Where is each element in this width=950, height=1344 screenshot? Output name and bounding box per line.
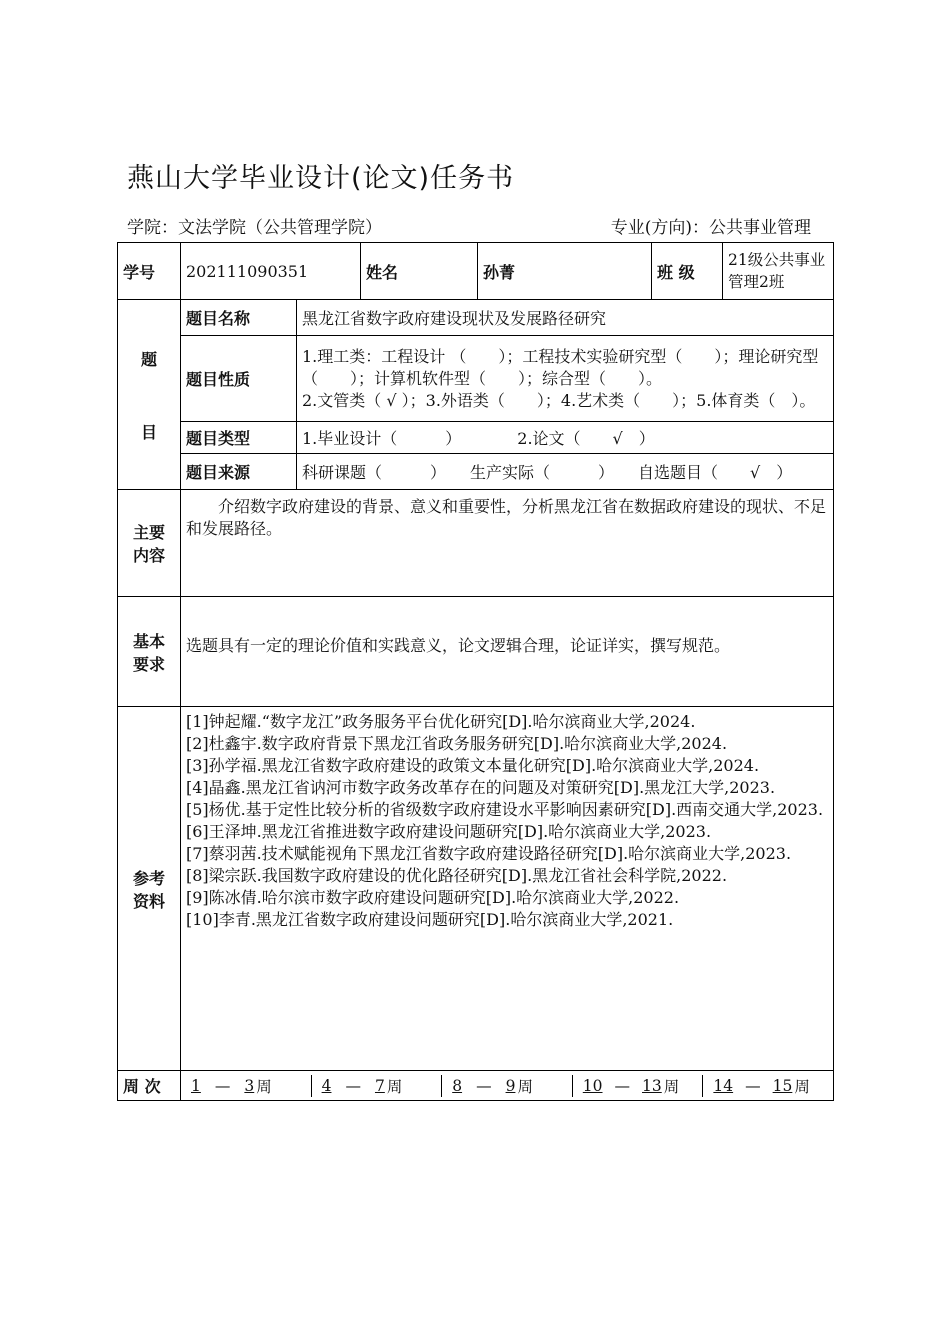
- topic-source-value: 科研课题（ ） 生产实际（ ） 自选题目（ √ ）: [297, 454, 834, 490]
- topic-nature-line-1: 1.理工类：工程设计 （ ）；工程技术实验研究型（ ）；理论研究型（ ）；计算机软件型（ ）；综合型（ ）。: [302, 346, 819, 388]
- college-field: 学院：文法学院（公共管理学院）: [127, 218, 382, 238]
- document-title: 燕山大学毕业设计(论文)任务书: [127, 163, 515, 194]
- main-content-text: 介绍数字政府建设的背景、意义和重要性，分析黑龙江省在数据政府建设的现状、不足和发展路径。: [181, 490, 834, 597]
- student-name-value: 孙菁: [478, 243, 652, 300]
- basic-req-label-line-2: 要求: [132, 654, 165, 674]
- reference-item: [4]晶鑫.黑龙江省讷河市数字政务改革存在的问题及对策研究[D].黑龙江大学,2023.: [186, 778, 776, 797]
- topic-nature-line-2: 2.文管类（ √ ）；3.外语类（ ）；4.艺术类（ ）；5.体育类（ ）。: [302, 390, 816, 410]
- topic-section-label: [118, 300, 181, 490]
- topic-type-label: 题目类型: [181, 422, 297, 454]
- week-start: 14: [713, 1076, 734, 1095]
- week-end: 13: [642, 1076, 662, 1095]
- student-info-row: [118, 243, 834, 300]
- topic-name-value: 黑龙江省数字政府建设现状及发展路径研究: [297, 300, 834, 336]
- week-start: 10: [582, 1076, 603, 1095]
- references-list: [181, 707, 834, 1071]
- references-label: [118, 707, 181, 1071]
- topic-nature-value: [297, 336, 834, 422]
- main-content-label: [118, 490, 181, 597]
- basic-req-label: [118, 597, 181, 707]
- week-start: 4: [321, 1076, 332, 1095]
- week-range: [311, 1075, 442, 1097]
- week-start: 8: [452, 1076, 463, 1095]
- reference-item: [2]杜鑫宇.数字政府背景下黑龙江省政务服务研究[D].哈尔滨商业大学,2024.: [186, 734, 728, 753]
- references-label-line-2: 资料: [132, 891, 165, 911]
- reference-item: [7]蔡羽茜.技术赋能视角下黑龙江省数字政府建设路径研究[D].哈尔滨商业大学,2023.: [186, 844, 792, 863]
- reference-item: [3]孙学福.黑龙江省数字政府建设的政策文本量化研究[D].哈尔滨商业大学,2024.: [186, 756, 760, 775]
- reference-item: [10]李青.黑龙江省数字政府建设问题研究[D].哈尔滨商业大学,2021.: [186, 910, 674, 929]
- week-unit: 周: [794, 1077, 810, 1096]
- reference-item: [9]陈冰倩.哈尔滨市数字政府建设问题研究[D].哈尔滨商业大学,2022.: [186, 888, 680, 907]
- reference-item: [8]梁宗跃.我国数字政府建设的优化路径研究[D].黑龙江省社会科学院,2022.: [186, 866, 728, 885]
- main-content-label-line-2: 内容: [132, 546, 165, 565]
- week-unit: 周: [256, 1077, 272, 1096]
- week-range: [441, 1075, 572, 1097]
- basic-req-label-line-1: 基本: [132, 631, 165, 651]
- week-end: 7: [374, 1076, 385, 1095]
- week-dash: —: [745, 1076, 761, 1095]
- week-dash: —: [614, 1076, 631, 1095]
- week-end: 9: [505, 1076, 516, 1095]
- week-range: [181, 1075, 311, 1097]
- week-dash: —: [476, 1076, 492, 1095]
- task-form-table: [117, 242, 834, 1101]
- week-unit: 周: [663, 1077, 680, 1096]
- weeks-schedule: [181, 1071, 834, 1101]
- weeks-label: 周 次: [118, 1071, 181, 1101]
- student-name-label: 姓名: [361, 243, 478, 300]
- student-id-label: 学号: [118, 243, 181, 300]
- class-value: 21级公共事业管理2班: [723, 243, 834, 300]
- week-range: [572, 1075, 703, 1097]
- week-range: [702, 1075, 833, 1097]
- reference-item: [1]钟起耀.“数字龙江”政务服务平台优化研究[D].哈尔滨商业大学,2024.: [186, 712, 696, 731]
- week-dash: —: [345, 1076, 361, 1095]
- main-content-label-line-1: 主要: [132, 523, 165, 542]
- week-end: 15: [772, 1076, 793, 1095]
- topic-name-label: 题目名称: [181, 300, 297, 336]
- student-id-value: 202111090351: [181, 243, 361, 300]
- class-label: 班 级: [652, 243, 723, 300]
- topic-label-char-1: 题: [140, 349, 157, 369]
- major-field: 专业(方向)：公共事业管理: [610, 218, 811, 238]
- week-end: 3: [244, 1076, 255, 1095]
- topic-source-label: 题目来源: [181, 454, 297, 490]
- reference-item: [6]王泽坤.黑龙江省推进数字政府建设问题研究[D].哈尔滨商业大学,2023.: [186, 822, 712, 841]
- reference-item: [5]杨优.基于定性比较分析的省级数字政府建设水平影响因素研究[D].西南交通大学,2023.: [186, 800, 824, 819]
- week-dash: —: [214, 1076, 231, 1095]
- topic-type-value: 1.毕业设计（ ） 2.论文（ √ ）: [297, 422, 834, 454]
- week-unit: 周: [517, 1077, 533, 1096]
- references-label-line-1: 参考: [132, 868, 165, 888]
- week-start: 1: [191, 1076, 201, 1095]
- basic-req-text: 选题具有一定的理论价值和实践意义，论文逻辑合理，论证详实，撰写规范。: [181, 597, 834, 707]
- topic-nature-label: 题目性质: [181, 336, 297, 422]
- week-unit: 周: [386, 1077, 403, 1096]
- topic-label-char-2: 目: [140, 422, 157, 442]
